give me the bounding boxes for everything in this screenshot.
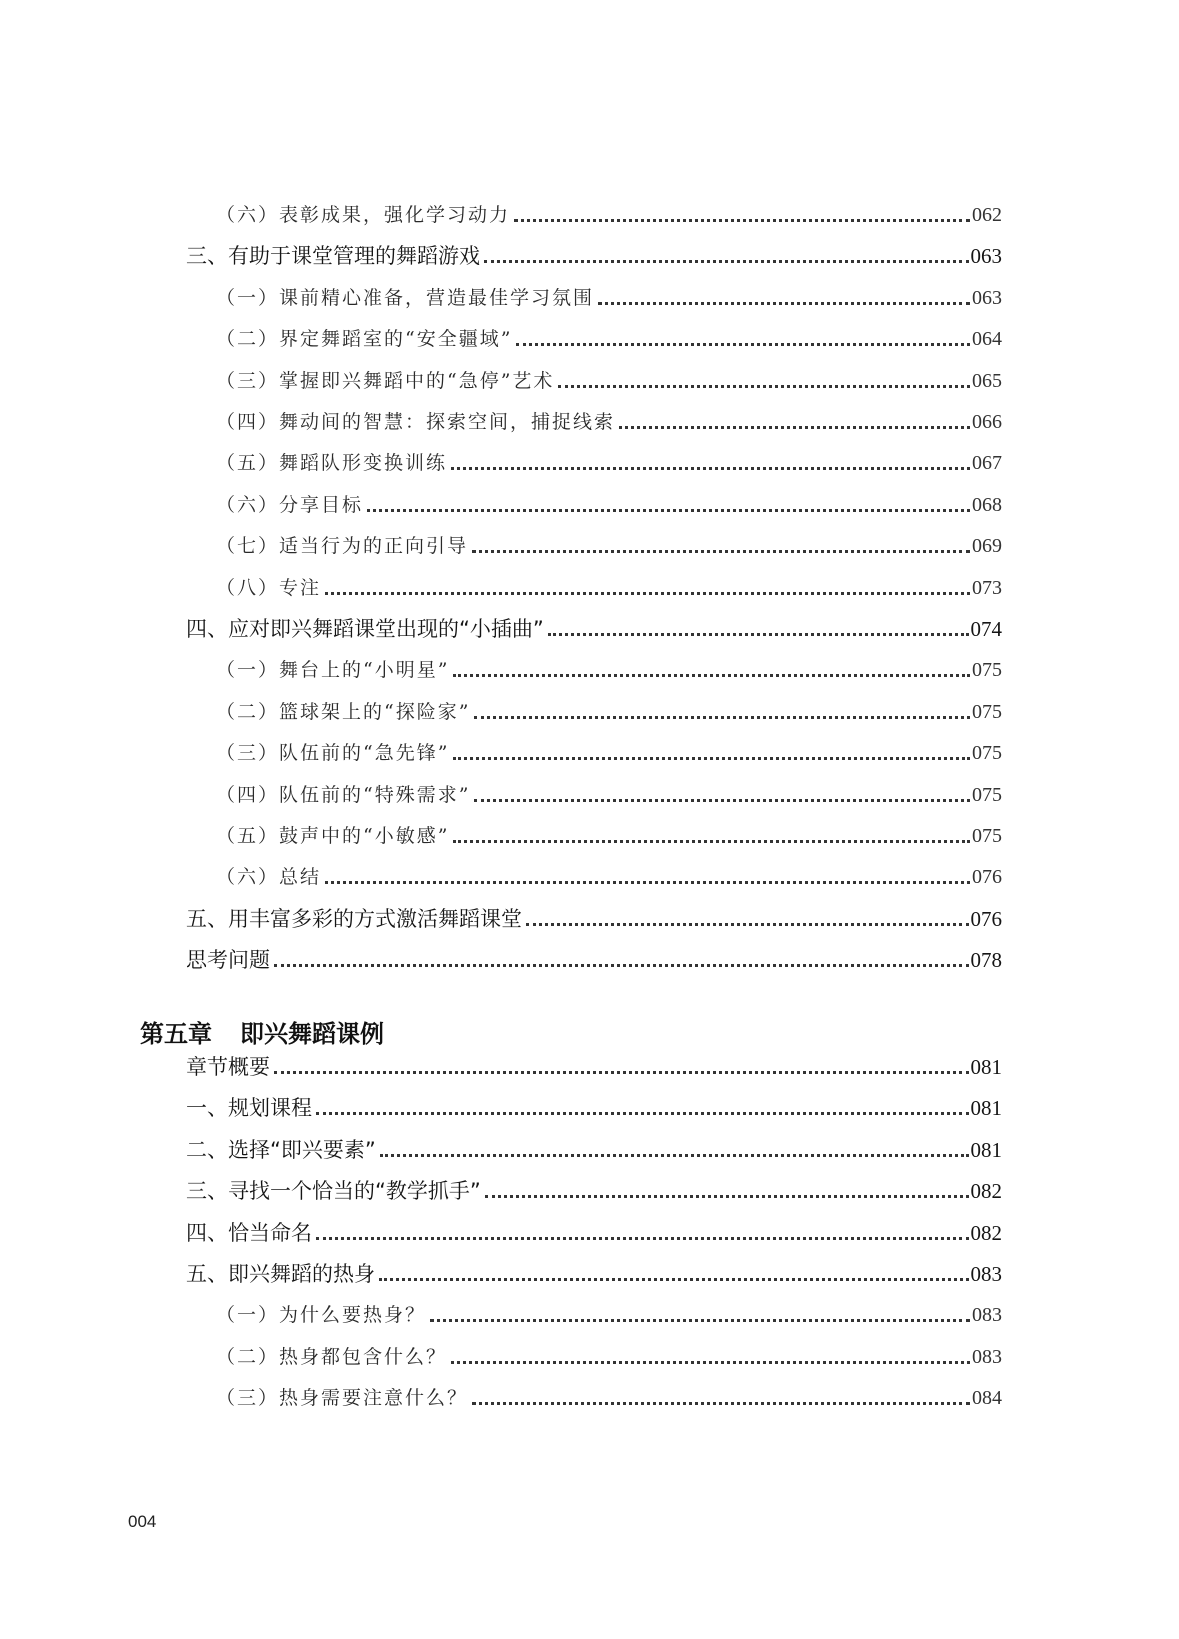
toc-entry-label: 思考问题 <box>186 948 270 973</box>
dot-leader <box>379 1278 969 1281</box>
toc-entry-label: （一）课前精心准备，营造最佳学习氛围 <box>216 286 595 309</box>
toc-entry-label: （七）适当行为的正向引导 <box>216 535 469 558</box>
toc-entry-page: 075 <box>972 825 1002 847</box>
toc-entry-page: 075 <box>972 659 1002 682</box>
toc-entry-label: （六）总结 <box>216 866 322 889</box>
toc-entry-label: （一）舞台上的“小明星” <box>216 659 450 682</box>
toc-entry <box>216 478 1002 520</box>
dot-leader <box>453 840 970 843</box>
toc-entry-page: 075 <box>972 700 1002 723</box>
dot-leader <box>558 385 970 388</box>
toc-entry-page: 083 <box>970 1262 1002 1286</box>
toc-entry <box>186 1040 1002 1082</box>
dot-leader <box>274 1071 969 1074</box>
toc-entry-page: 081 <box>970 1055 1002 1079</box>
dot-leader <box>548 633 969 636</box>
toc-entry <box>216 685 1002 727</box>
toc-entry <box>186 1247 1002 1289</box>
toc-entry <box>216 519 1002 561</box>
dot-leader <box>430 1319 970 1322</box>
toc-entry-label: （三）掌握即兴舞蹈中的“急停”艺术 <box>216 369 555 392</box>
dot-leader <box>274 964 969 967</box>
toc-entry-page: 062 <box>972 204 1002 226</box>
toc-entry-page: 075 <box>972 783 1002 806</box>
dot-leader <box>325 881 970 884</box>
toc-entry <box>216 1330 1002 1372</box>
toc-entry <box>186 1206 1002 1248</box>
toc-entry-page: 078 <box>970 948 1002 973</box>
toc-entry <box>216 1371 1002 1413</box>
toc-entry-label: 五、即兴舞蹈的热身 <box>186 1262 375 1286</box>
toc-entry-label: （二）界定舞蹈室的“安全疆域” <box>216 328 513 351</box>
dot-leader <box>472 550 970 553</box>
dot-leader <box>316 1112 969 1115</box>
toc-entry-page: 066 <box>972 411 1002 433</box>
toc-entry-page: 065 <box>972 369 1002 392</box>
dot-leader <box>484 260 969 263</box>
toc-entry-page: 074 <box>970 617 1002 641</box>
toc-entry-label: 章节概要 <box>186 1055 270 1079</box>
toc-entry-page: 082 <box>970 1179 1002 1204</box>
chapter-number: 第五章 <box>140 1020 212 1048</box>
dot-leader <box>474 716 970 719</box>
toc-entry <box>186 229 1002 271</box>
toc-entry <box>186 602 1002 644</box>
toc-entry-page: 076 <box>972 866 1002 889</box>
dot-leader <box>453 757 970 760</box>
toc-entry-label: 四、恰当命名 <box>186 1220 312 1245</box>
toc-entry-page: 073 <box>972 576 1002 599</box>
toc-entry-page: 067 <box>972 452 1002 475</box>
toc-entry <box>216 312 1002 354</box>
toc-entry-label: （三）热身需要注意什么？ <box>216 1387 469 1410</box>
toc-entry <box>216 354 1002 396</box>
toc-entry-label: 三、有助于课堂管理的舞蹈游戏 <box>186 244 480 269</box>
toc-entry-label: （五）舞蹈队形变换训练 <box>216 452 448 475</box>
dot-leader <box>380 1154 969 1157</box>
toc-entry <box>216 395 1002 437</box>
toc-entry <box>186 933 1002 975</box>
toc-entry-label: （一）为什么要热身？ <box>216 1304 427 1327</box>
toc-entry <box>216 436 1002 478</box>
toc-entry-label: 三、寻找一个恰当的“教学抓手” <box>186 1179 481 1204</box>
toc-entry-label: （四）队伍前的“特殊需求” <box>216 783 471 806</box>
toc-entry <box>186 892 1002 934</box>
toc-entry-label: 一、规划课程 <box>186 1096 312 1121</box>
chapter-title-text: 即兴舞蹈课例 <box>240 1020 384 1048</box>
dot-leader <box>514 219 970 222</box>
toc-entry-label: （六）表彰成果，强化学习动力 <box>216 204 511 226</box>
toc-entry-label: （二）热身都包含什么？ <box>216 1345 448 1368</box>
dot-leader <box>316 1237 969 1240</box>
toc-entry-page: 084 <box>972 1387 1002 1410</box>
dot-leader <box>451 467 970 470</box>
dot-leader <box>485 1195 969 1198</box>
toc-entry-page: 064 <box>972 328 1002 351</box>
toc-entry-label: 五、用丰富多彩的方式激活舞蹈课堂 <box>186 906 522 931</box>
toc-entry <box>216 809 1002 851</box>
toc-entry-page: 069 <box>972 535 1002 558</box>
toc-entry <box>216 1288 1002 1330</box>
toc-entry <box>216 188 1002 230</box>
toc-entry-label: （四）舞动间的智慧：探索空间，捕捉线索 <box>216 411 616 433</box>
toc-entry-page: 081 <box>970 1137 1002 1162</box>
toc-entry <box>186 1081 1002 1123</box>
toc-entry <box>186 1164 1002 1206</box>
toc-entry-label: 二、选择“即兴要素” <box>186 1137 376 1162</box>
dot-leader <box>474 799 970 802</box>
dot-leader <box>516 343 970 346</box>
toc-entry-page: 068 <box>972 493 1002 516</box>
toc-entry <box>216 850 1002 892</box>
toc-entry <box>216 643 1002 685</box>
dot-leader <box>367 509 970 512</box>
toc-entry-label: （六）分享目标 <box>216 493 364 516</box>
toc-entry-page: 083 <box>972 1345 1002 1368</box>
toc-entry-label: 四、应对即兴舞蹈课堂出现的“小插曲” <box>186 617 544 641</box>
toc-entry <box>216 271 1002 313</box>
toc-entry-page: 063 <box>970 244 1002 269</box>
dot-leader <box>526 923 969 926</box>
toc-entry <box>216 726 1002 768</box>
toc-entry-page: 083 <box>972 1304 1002 1327</box>
dot-leader <box>598 302 970 305</box>
dot-leader <box>472 1402 970 1405</box>
dot-leader <box>325 592 970 595</box>
dot-leader <box>619 426 970 429</box>
toc-entry-label: （三）队伍前的“急先锋” <box>216 742 450 765</box>
toc-entry-page: 076 <box>970 906 1002 931</box>
dot-leader <box>453 674 970 677</box>
toc-entry-label: （五）鼓声中的“小敏感” <box>216 825 450 847</box>
toc-entry <box>186 1123 1002 1165</box>
toc-entry-page: 063 <box>972 286 1002 309</box>
dot-leader <box>451 1361 970 1364</box>
toc-entry-page: 075 <box>972 742 1002 765</box>
toc-entry-page: 081 <box>970 1096 1002 1121</box>
toc-entry-label: （二）篮球架上的“探险家” <box>216 700 471 723</box>
toc-entry-label: （八）专注 <box>216 576 322 599</box>
page-number: 004 <box>128 1512 157 1531</box>
toc-entry <box>216 768 1002 810</box>
toc-entry-page: 082 <box>970 1220 1002 1245</box>
toc-entry <box>216 561 1002 603</box>
